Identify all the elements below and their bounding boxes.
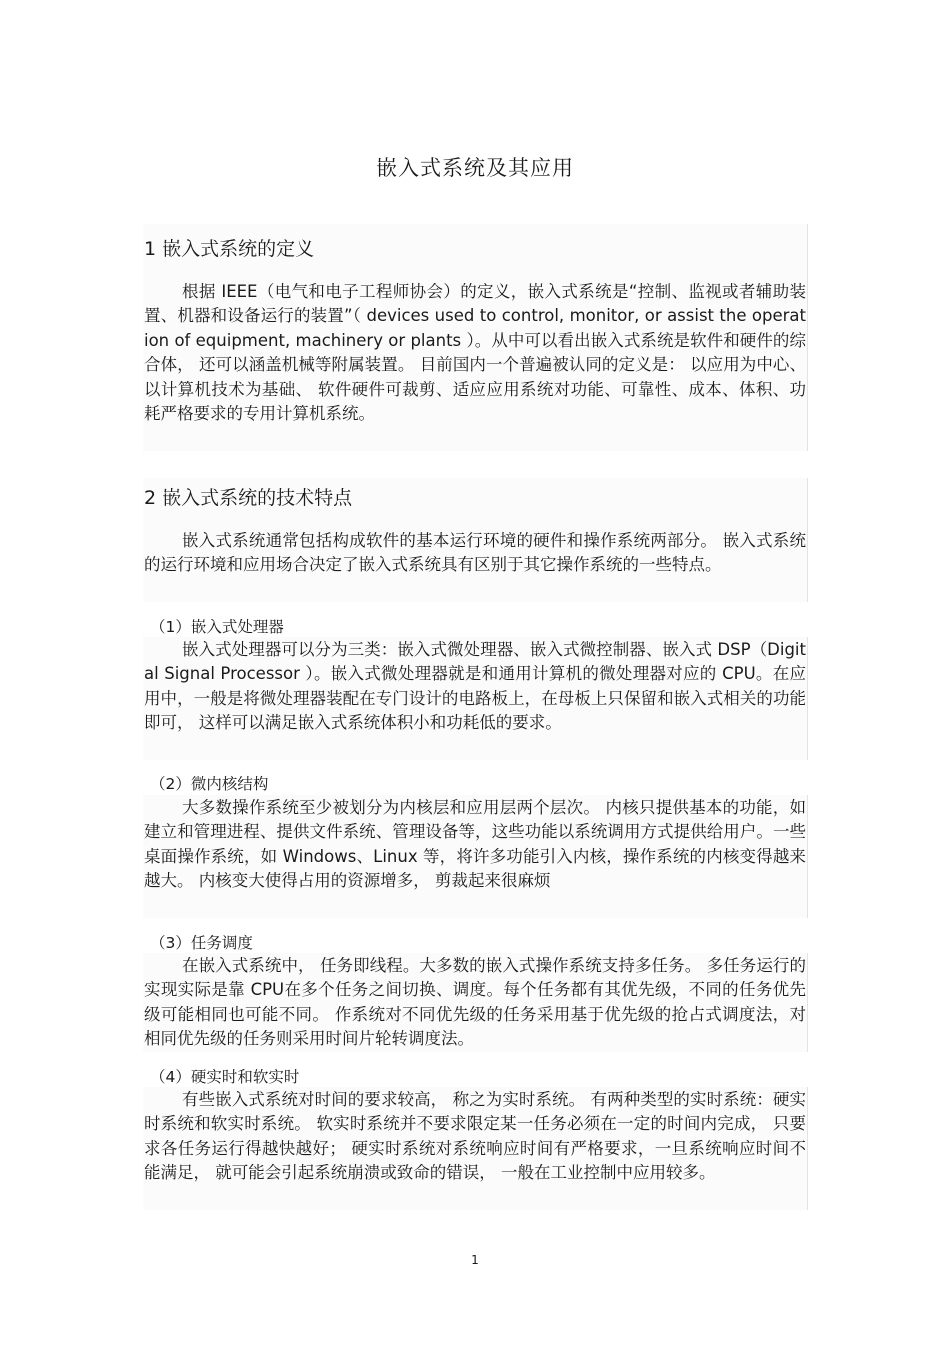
- subsection-1-paragraph: 嵌入式处理器可以分为三类：嵌入式微处理器、嵌入式微控制器、嵌入式 DSP（Digital Signal Processor ）。嵌入式微处理器就是和通用计算机的微处理器对应的 CPU。在应用中，一般是将微处理器装配在专门设计的电路板上，在母板上只保留和嵌入式相关的功能即可， 这样可以满足嵌入式系统体积小和功耗低的要求。: [144, 640, 806, 733]
- page-number: 1: [471, 1253, 479, 1267]
- section-2-paragraph: 嵌入式系统通常包括构成软件的基本运行环境的硬件和操作系统两部分。 嵌入式系统的运行环境和应用场合决定了嵌入式系统具有区别于其它操作系统的一些特点。: [144, 531, 806, 575]
- subsection-2-heading: （2）微内核结构: [150, 775, 269, 793]
- subsection-4-heading: （4）硬实时和软实时: [150, 1068, 300, 1086]
- subsection-2-paragraph: 大多数操作系统至少被划分为内核层和应用层两个层次。 内核只提供基本的功能，如建立和管理进程、提供文件系统、管理设备等，这些功能以系统调用方式提供给用户。一些桌面操作系统，如 Windows、Linux 等，将许多功能引入内核，操作系统的内核变得越来越大。 内核变大使得占用的资源增多， 剪裁起来很麻烦: [144, 798, 806, 891]
- section-1-paragraph: 根据 IEEE（电气和电子工程师协会）的定义，嵌入式系统是“控制、监视或者辅助装置、机器和设备运行的装置”（ devices used to control, monitor, or assist the operation of equipment, machinery or plants ）。从中可以看出嵌入式系统是软件和硬件的综合体， 还可以涵盖机械等附属装置。 目前国内一个普遍被认同的定义是： 以应用为中心、 以计算机技术为基础、 软件硬件可裁剪、适应应用系统对功能、可靠性、成本、体积、功耗严格要求的专用计算机系统。: [144, 282, 806, 424]
- document-title: 嵌入式系统及其应用: [376, 156, 574, 180]
- subsection-4-paragraph: 有些嵌入式系统对时间的要求较高， 称之为实时系统。 有两种类型的实时系统：硬实时系统和软实时系统。 软实时系统并不要求限定某一任务必须在一定的时间内完成， 只要求各任务运行得越快越好； 硬实时系统对系统响应时间有严格要求，一旦系统响应时间不能满足， 就可能会引起系统崩溃或致命的错误， 一般在工业控制中应用较多。: [144, 1090, 806, 1183]
- section-1-heading: 1 嵌入式系统的定义: [144, 238, 315, 260]
- section-2-heading: 2 嵌入式系统的技术特点: [144, 487, 353, 509]
- subsection-1-heading: （1）嵌入式处理器: [150, 618, 284, 636]
- subsection-3-paragraph: 在嵌入式系统中， 任务即线程。大多数的嵌入式操作系统支持多任务。 多任务运行的实现实际是靠 CPU在多个任务之间切换、调度。每个任务都有其优先级，不同的任务优先级可能相同也可能不同。 作系统对不同优先级的任务采用基于优先级的抢占式调度法，对相同优先级的任务则采用时间片轮转调度法。: [144, 956, 806, 1049]
- subsection-3-heading: （3）任务调度: [150, 934, 253, 952]
